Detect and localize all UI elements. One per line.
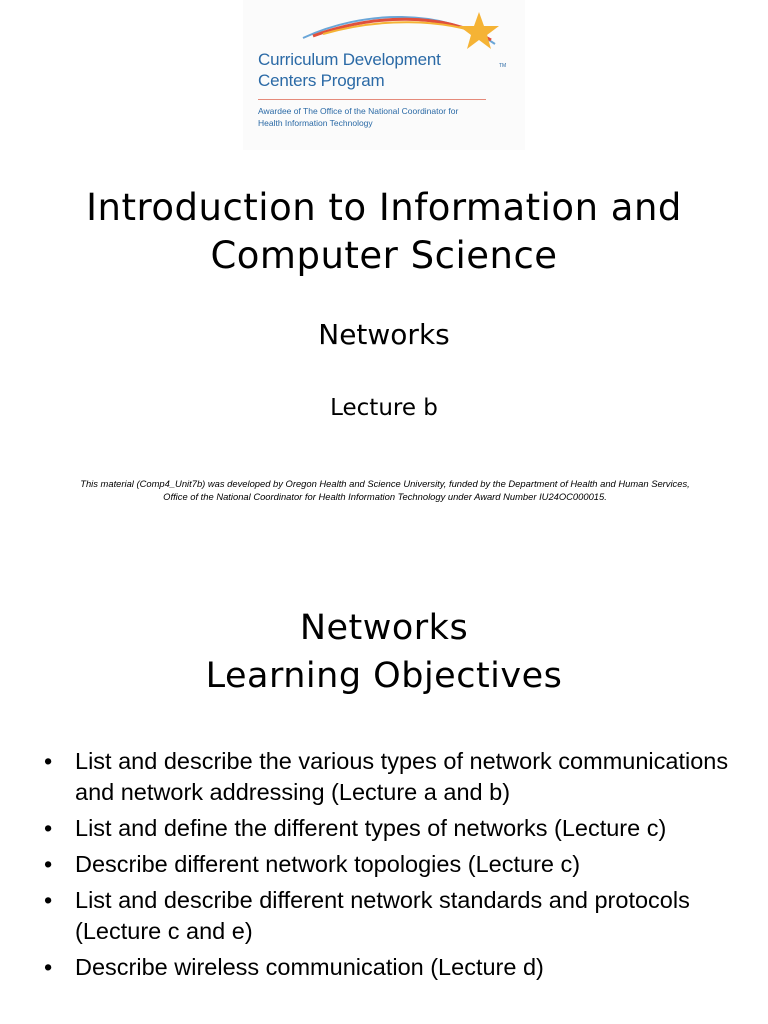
- objectives-title-line1: Networks: [299, 608, 469, 648]
- logo-title-line1: Curriculum Development: [258, 50, 441, 69]
- trademark-mark: TM: [499, 63, 507, 69]
- objectives-list: [44, 746, 734, 988]
- logo-divider: [258, 99, 486, 100]
- page-subtitle: Networks: [318, 318, 450, 351]
- bullet-icon: •: [44, 954, 53, 980]
- objective-text: Describe different network topologies (Lecture c): [75, 851, 581, 877]
- funding-credit: This material (Comp4_Unit7b) was developed by Oregon Health and Science University, funded by the Department of Health and Human Services, Office of the National Coordinator for Health Information Technology under Award Number IU24OC000015.: [80, 478, 690, 502]
- objectives-title: [0, 604, 768, 700]
- logo-award-line1: Awardee of The Office of the National Coordinator for: [258, 106, 459, 116]
- lecture-label: Lecture b: [330, 395, 438, 421]
- objective-text: List and describe different network standards and protocols (Lecture c and e): [75, 887, 690, 944]
- bullet-icon: •: [44, 748, 53, 774]
- objective-text: List and describe the various types of network communications and network addressing (Lecture a and b): [75, 748, 729, 805]
- list-item: [44, 849, 734, 880]
- bullet-icon: •: [44, 851, 53, 877]
- cdcp-logo: [243, 0, 525, 150]
- list-item: [44, 746, 734, 808]
- list-item: [44, 885, 734, 947]
- logo-award-line2: Health Information Technology: [258, 118, 373, 128]
- bullet-icon: •: [44, 815, 53, 841]
- logo-title-line2: Centers Program: [258, 71, 385, 90]
- objectives-title-line2: Learning Objectives: [205, 656, 563, 696]
- objective-text: Describe wireless communication (Lecture d): [75, 954, 544, 980]
- objective-text: List and define the different types of networks (Lecture c): [75, 815, 667, 841]
- objectives-slide: [0, 560, 768, 1024]
- list-item: [44, 952, 734, 983]
- list-item: [44, 813, 734, 844]
- page-title: Introduction to Information and Computer Science: [86, 186, 682, 277]
- bullet-icon: •: [44, 887, 53, 913]
